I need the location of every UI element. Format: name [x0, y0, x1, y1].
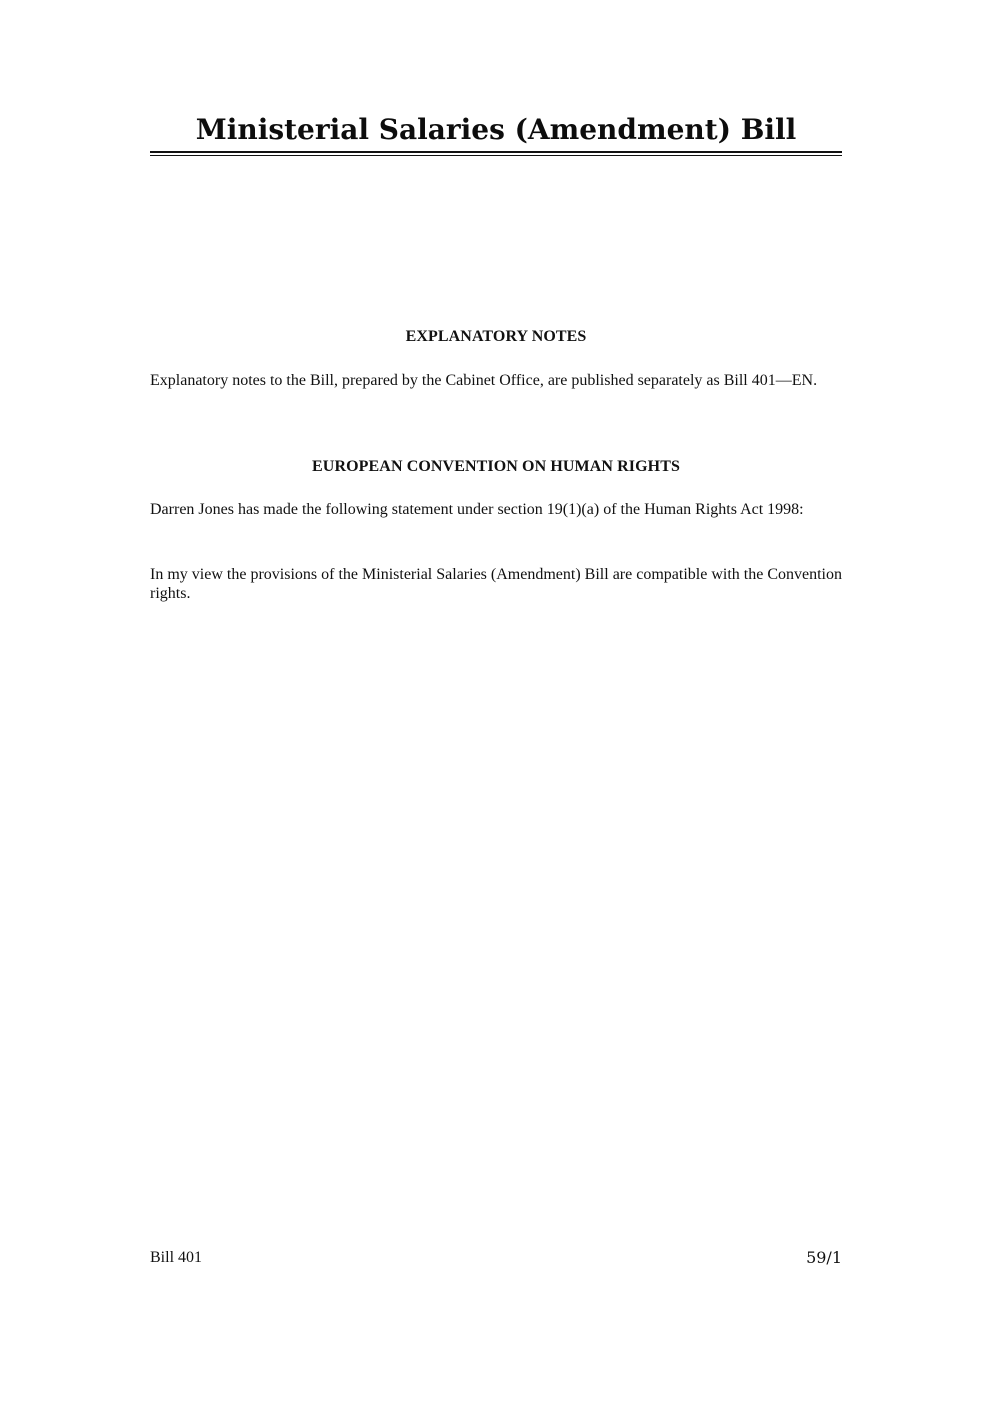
title-rule-thin [150, 155, 842, 156]
echr-compatibility-paragraph: In my view the provisions of the Ministerial Salaries (Amendment) Bill are compatible with the Convention rights. [150, 566, 842, 602]
echr-statement-paragraph: Darren Jones has made the following statement under section 19(1)(a) of the Human Rights Act 1998: [150, 501, 804, 518]
echr-heading: EUROPEAN CONVENTION ON HUMAN RIGHTS [312, 458, 680, 475]
bill-title: Ministerial Salaries (Amendment) Bill [195, 113, 797, 146]
footer-print-reference: 59/1 [806, 1248, 842, 1267]
explanatory-notes-paragraph: Explanatory notes to the Bill, prepared by the Cabinet Office, are published separately as Bill 401—EN. [150, 372, 818, 389]
footer-bill-number: Bill 401 [150, 1249, 203, 1266]
title-rule-thick [150, 151, 842, 153]
explanatory-notes-heading: EXPLANATORY NOTES [405, 328, 587, 345]
